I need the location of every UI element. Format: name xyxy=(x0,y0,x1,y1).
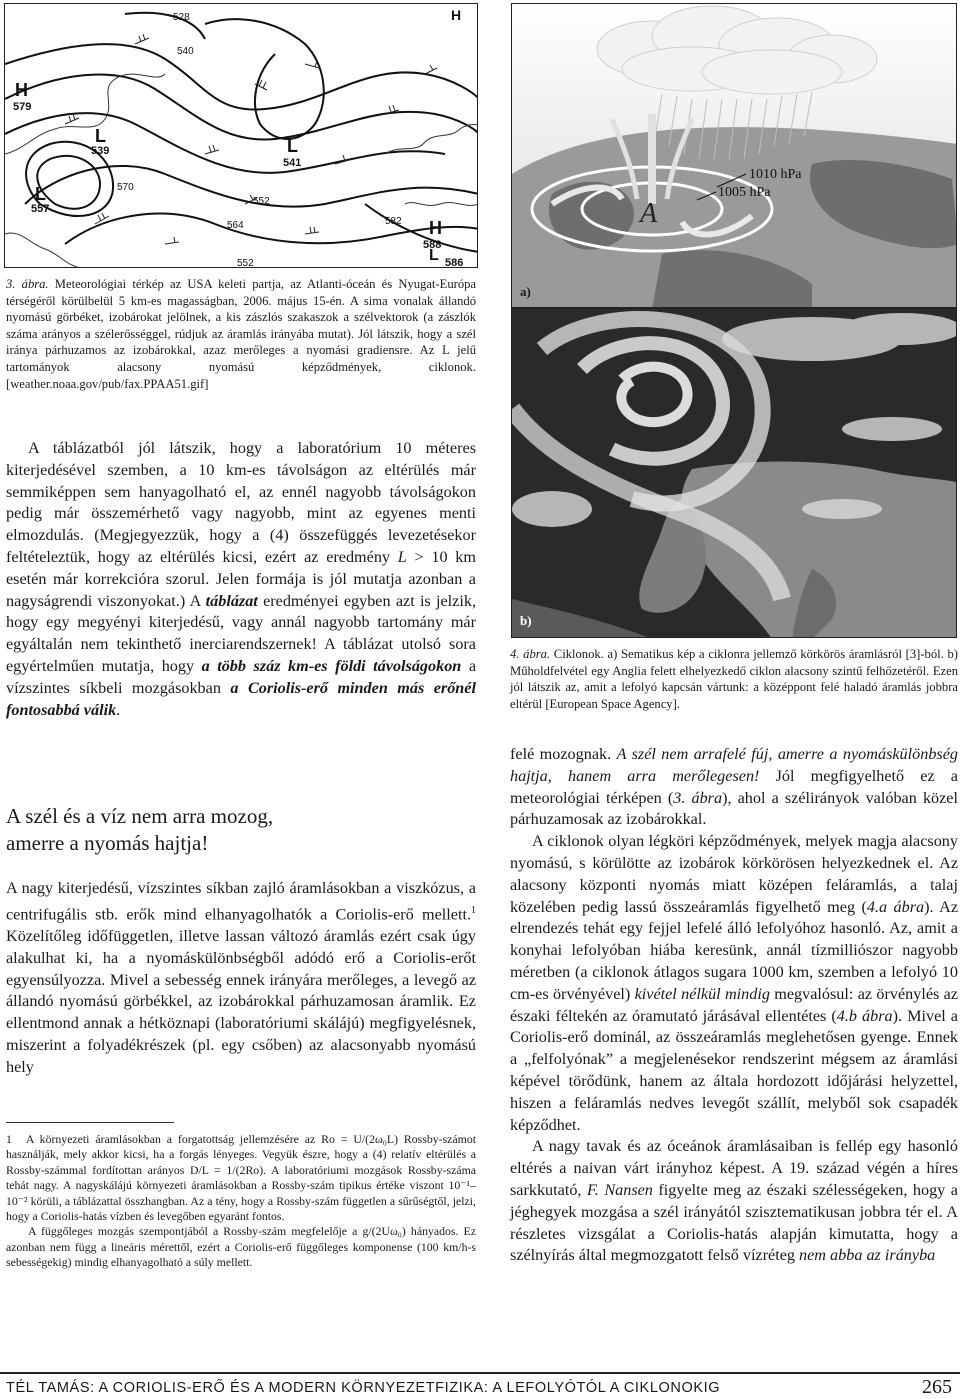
isobar-label: 552 xyxy=(253,196,270,207)
isobar-label: 570 xyxy=(117,182,134,193)
running-title: TÉL TAMÁS: A CORIOLIS-ERŐ ÉS A MODERN KÖRNYEZETFIZIKA: A LEFOLYÓTÓL A CIKLONOKIG xyxy=(6,1380,721,1396)
text-run: Jól megfigyelhető ez a meteorológiai térképen ( xyxy=(510,766,958,807)
right-column-body xyxy=(510,744,958,1267)
text-run: ). Mivel a Coriolis-erő dominál, az összeáramlás meglehetősen gyenge. Ennek a „felfolyónak” a megjelenésekor rendszerint mégsem az áramlási képével törődünk, hanem az általa hordozott időjárási helyzettel, hiszen a feláramlás nedves levegőt szállít, melyből sok csapadék képződhet. xyxy=(510,1006,958,1134)
text-run: A táblázatból jól látszik, hogy a laboratórium 10 méteres kiterjedésével szemben, a 10 km-es távolságon az eltérülés már semmiképpen sem hanyagolható el, az ennél nagyobb távolságokon pedig már összemérhető vagy nagyobb, mint az egyenes menti elmozdulás. (Megjegyezzük, hogy a (4) összefüggés levezetésekor feltételeztük, hogy az eltérülés kicsi, ezért az eredmény xyxy=(6,439,476,566)
isobar-line xyxy=(5,75,478,140)
low-pressure-value: 541 xyxy=(283,157,302,169)
text-run: Közelítőleg időfüggetlen, illetve lassan változó áramlás ezért csak úgy alakulhat ki, ha a nyomáskülönbségből adódó erő a Coriolis-erőt egyensúlyozza. Mivel a sebesség ennek irányára merőleges, a levegő az állandó nyomású görbékkel, az izobárokkal párhuzamosan áramlik. Ez ellentmond annak a hétköznapi (laboratóriumi skálájú) megfigyelésnek, miszerint a folyadékrészek (pl. egy csőben) az alacsonyabb nyomású hely xyxy=(6,926,476,1076)
text-run: A ciklonok olyan légköri képződmények, melyek magja alacsony nyomású, s körülötte az izobárok körkörösen helyezkednek el. Az alacsony központi nyomás miatt középen feláramlás, a talaj közelében pedig lassú összeáramlás figyelhető meg ( xyxy=(510,832,958,916)
text-run: L xyxy=(397,547,407,566)
low-pressure-value: 586 xyxy=(445,257,464,268)
text-run: A szél nem arrafelé fúj, amerre a nyomáskülönbség hajtja, hanem arra merőlegesen! xyxy=(510,745,958,785)
isobar-line xyxy=(365,204,478,252)
text-run: A nagy kiterjedésű, vízszintes síkban zajló áramlásokban a viszkózus, a centrifugális stb. erők mind elhanyagolhatók a Coriolis-erő mellett. xyxy=(6,879,476,924)
text-run: ), ahol a szélirányok valóban közel párhuzamosak az izobárokkal. xyxy=(510,788,958,829)
isobar-line xyxy=(65,214,478,244)
text-run: megvalósul: az örvénylés az északi féltekén az óramutató járásával ellentétes ( xyxy=(510,984,958,1025)
low-pressure-marker: L xyxy=(429,247,439,264)
low-pressure-value: 557 xyxy=(31,203,50,215)
text-run: A nagy tavak és az óceánok áramlásaiban is fellép egy hasonló eltérés a naivan várt irányhoz képest. A 19. század végén a híres sarkkutató, xyxy=(510,1137,958,1199)
satellite-image-figure xyxy=(511,308,957,638)
left-column-body-2 xyxy=(6,878,476,1079)
figure-3-caption xyxy=(6,276,476,392)
high-pressure-marker: H xyxy=(451,7,462,23)
cyclone-schematic-figure xyxy=(511,3,957,308)
satellite-image-svg xyxy=(512,309,957,638)
figure-4b-label: b) xyxy=(520,613,532,628)
isobar-label: 528 xyxy=(173,12,190,23)
body-paragraph xyxy=(6,438,476,721)
isobar-line xyxy=(37,156,100,209)
text-run: > 10 km esetén már korrekcióra szorul. Jelen formája is jól mutatja azonban a nagyságrendi viszonyokat.) A xyxy=(6,547,476,610)
text-run: 3. ábra xyxy=(673,788,723,807)
footnote-paragraph xyxy=(6,1132,476,1224)
coastline xyxy=(385,124,478,154)
text-run: nem abba az irányba xyxy=(799,1246,936,1265)
text-run: felé mozognak. xyxy=(510,745,617,763)
section-heading-line: A szél és a víz nem arra mozog, xyxy=(6,804,274,828)
wind-barb xyxy=(65,114,79,124)
text-run: táblázat xyxy=(205,591,258,610)
figure-4a-label: a) xyxy=(520,284,531,299)
text-run: 4.a ábra xyxy=(866,897,925,916)
weather-map-svg xyxy=(5,4,478,268)
isobar-1010-label: 1010 hPa xyxy=(749,167,802,182)
text-run: . xyxy=(116,700,121,719)
figure-4-caption-label: 4. ábra. xyxy=(510,647,551,661)
text-run: 4.b ábra xyxy=(836,1006,893,1025)
low-pressure-marker: L xyxy=(35,184,46,204)
footnote-paragraph xyxy=(6,1224,476,1270)
wind-barb xyxy=(205,145,219,154)
isobar-1005-label: 1005 hPa xyxy=(718,185,771,200)
text-run: A környezeti áramlásokban a forgatottság jellemzésére az Ro = U/(2ω₀L) Rossby-számot használják, mely akkor kicsi, ha a forgás lényeges. Vegyük észre, hogy a (4) relatív eltérülés a Rossby-számmal fordítottan arányos D/L = 1/(2Ro). A laboratóriumi mozgások Rossby-száma tehát nagy. A nagyskálájú környezeti áramlásokban a Rossby-szám tipikus értéke viszont 10⁻¹–10⁻² körüli, a táblázattal összhangban. Az a tény, hogy a Rossby-szám független a sűrűségtől, jelzi, hogy a Coriolis-hatás vízben és levegőben egyaránt fontos. xyxy=(6,1132,476,1224)
figure-4-caption-text: Ciklonok. a) Sematikus kép a ciklonra jellemző körkörös áramlásról [3]-ból. b) Műholdfelvétel egy Anglia felett elhelyezkedő ciklon alacsony szintű felhőzetéről. Ezen jól látszik az, amit a lefolyó kapcsán vártunk: a középpont felé haladó áramlás jobbra eltérül [European Space Agency]. xyxy=(510,647,958,711)
text-run: a vízszintes síkbeli mozgásokban xyxy=(6,656,477,697)
text-run: F. Nansen xyxy=(586,1180,653,1199)
isobar-label: 552 xyxy=(237,258,254,268)
footnote-rule xyxy=(6,1122,174,1123)
wind-barb xyxy=(305,61,319,68)
wind-barb xyxy=(135,34,149,44)
text-run: ). Az elrendezés tehát egy fejjel lefelé álló lefolyóhoz hasonló. Az, amit a konyhai lefolyóban hiába keresünk, annál tízmilliószor nagyobb méretben (a ciklonok átlagos sugara 1000 km, szemben a lefolyó 10 cm-es örvényével) xyxy=(510,897,958,1003)
body-paragraph xyxy=(510,1136,958,1267)
low-pressure-letter: A xyxy=(640,198,658,229)
figure-3-caption-text: Meteorológiai térkép az USA keleti partja, az Atlanti-óceán és Nyugat-Európa térségéről körülbelül 5 km-es magasságban, 2006. május 15-én. A sima vonalak állandó nyomású görbéket, izobárokat jelölnek, a kis zászlós szakaszok a szélvektorok (a zászlók száma arányos a szélerősséggel, rúdjuk az áramlás irányába mutat). Jól látszik, hogy a szél iránya párhuzamos az izobárokkal, azaz merőleges a nyomási gradiensre. Az L jelű tartományok alacsony nyomású képződmények, ciklonok. [weather.noaa.gov/pub/fax.PPAA51.gif] xyxy=(6,277,476,391)
isobar-label: 564 xyxy=(227,220,244,231)
wind-barb xyxy=(165,237,179,244)
high-pressure-marker: H xyxy=(15,80,28,100)
footnote-ref[interactable]: 1 xyxy=(471,904,476,916)
cyclone-schematic-svg xyxy=(512,4,957,308)
figure-4-caption xyxy=(510,646,958,712)
high-pressure-value: 579 xyxy=(13,101,32,113)
footnote xyxy=(6,1132,476,1271)
low-pressure-marker: L xyxy=(287,136,298,156)
isobar-label: 582 xyxy=(385,216,402,227)
section-heading xyxy=(6,803,476,857)
text-run: a Coriolis-erő minden más erőnél fontosabbá válik xyxy=(6,678,476,719)
low-pressure-value: 539 xyxy=(91,145,110,157)
left-column-body xyxy=(6,438,476,721)
high-pressure-marker: H xyxy=(429,218,442,238)
body-paragraph xyxy=(510,831,958,1136)
wind-barb xyxy=(425,65,437,74)
isobar-label: 540 xyxy=(177,46,194,57)
footer-rule xyxy=(0,1372,960,1374)
wind-barb xyxy=(305,227,319,234)
footnote-number: 1 xyxy=(6,1132,12,1146)
text-run: kivétel nélkül mindig xyxy=(634,984,770,1003)
page-number: 265 xyxy=(922,1376,952,1398)
low-pressure-marker: L xyxy=(95,126,106,146)
isobar-line xyxy=(125,13,205,39)
coastline xyxy=(405,203,478,206)
isobar-line xyxy=(205,19,324,139)
text-run: a több száz km-es földi távolságokon xyxy=(201,656,462,675)
body-paragraph xyxy=(6,878,476,1079)
section-heading-line: amerre a nyomás hajtja! xyxy=(6,831,209,855)
text-run: eredményei egyben azt is jelzik, hogy egy megyényi kiterjedésű, vagy annál nagyobb tartomány már egyáltalán nem tekinthető inerciarendszernek! A táblázat utolsó sora egyértelműen mutatja, hogy xyxy=(6,591,476,675)
figure-3-caption-label: 3. ábra. xyxy=(6,277,49,291)
text-run: figyelte meg az északi szélességeken, hogy a jéghegyek mozgása a szél irányától szisztematikusan jobbra tér el. A részletes vizsgálat a Coriolis-hatás alapján kimutatta, hogy a szélnyírás által megmozgatott felső vízréteg xyxy=(510,1180,958,1265)
high-pressure-value: 588 xyxy=(423,239,442,251)
weather-map-figure xyxy=(4,3,478,268)
body-paragraph xyxy=(510,744,958,831)
text-run: A függőleges mozgás szempontjából a Rossby-szám megfelelője a g/(2Uω₀) hányados. Ez azonban nem függ a lineáris mérettől, ezért a Coriolis-erő függőleges komponense (100 km/h-s sebességekig) mindig elhanyagolható a súly mellett. xyxy=(6,1224,476,1270)
